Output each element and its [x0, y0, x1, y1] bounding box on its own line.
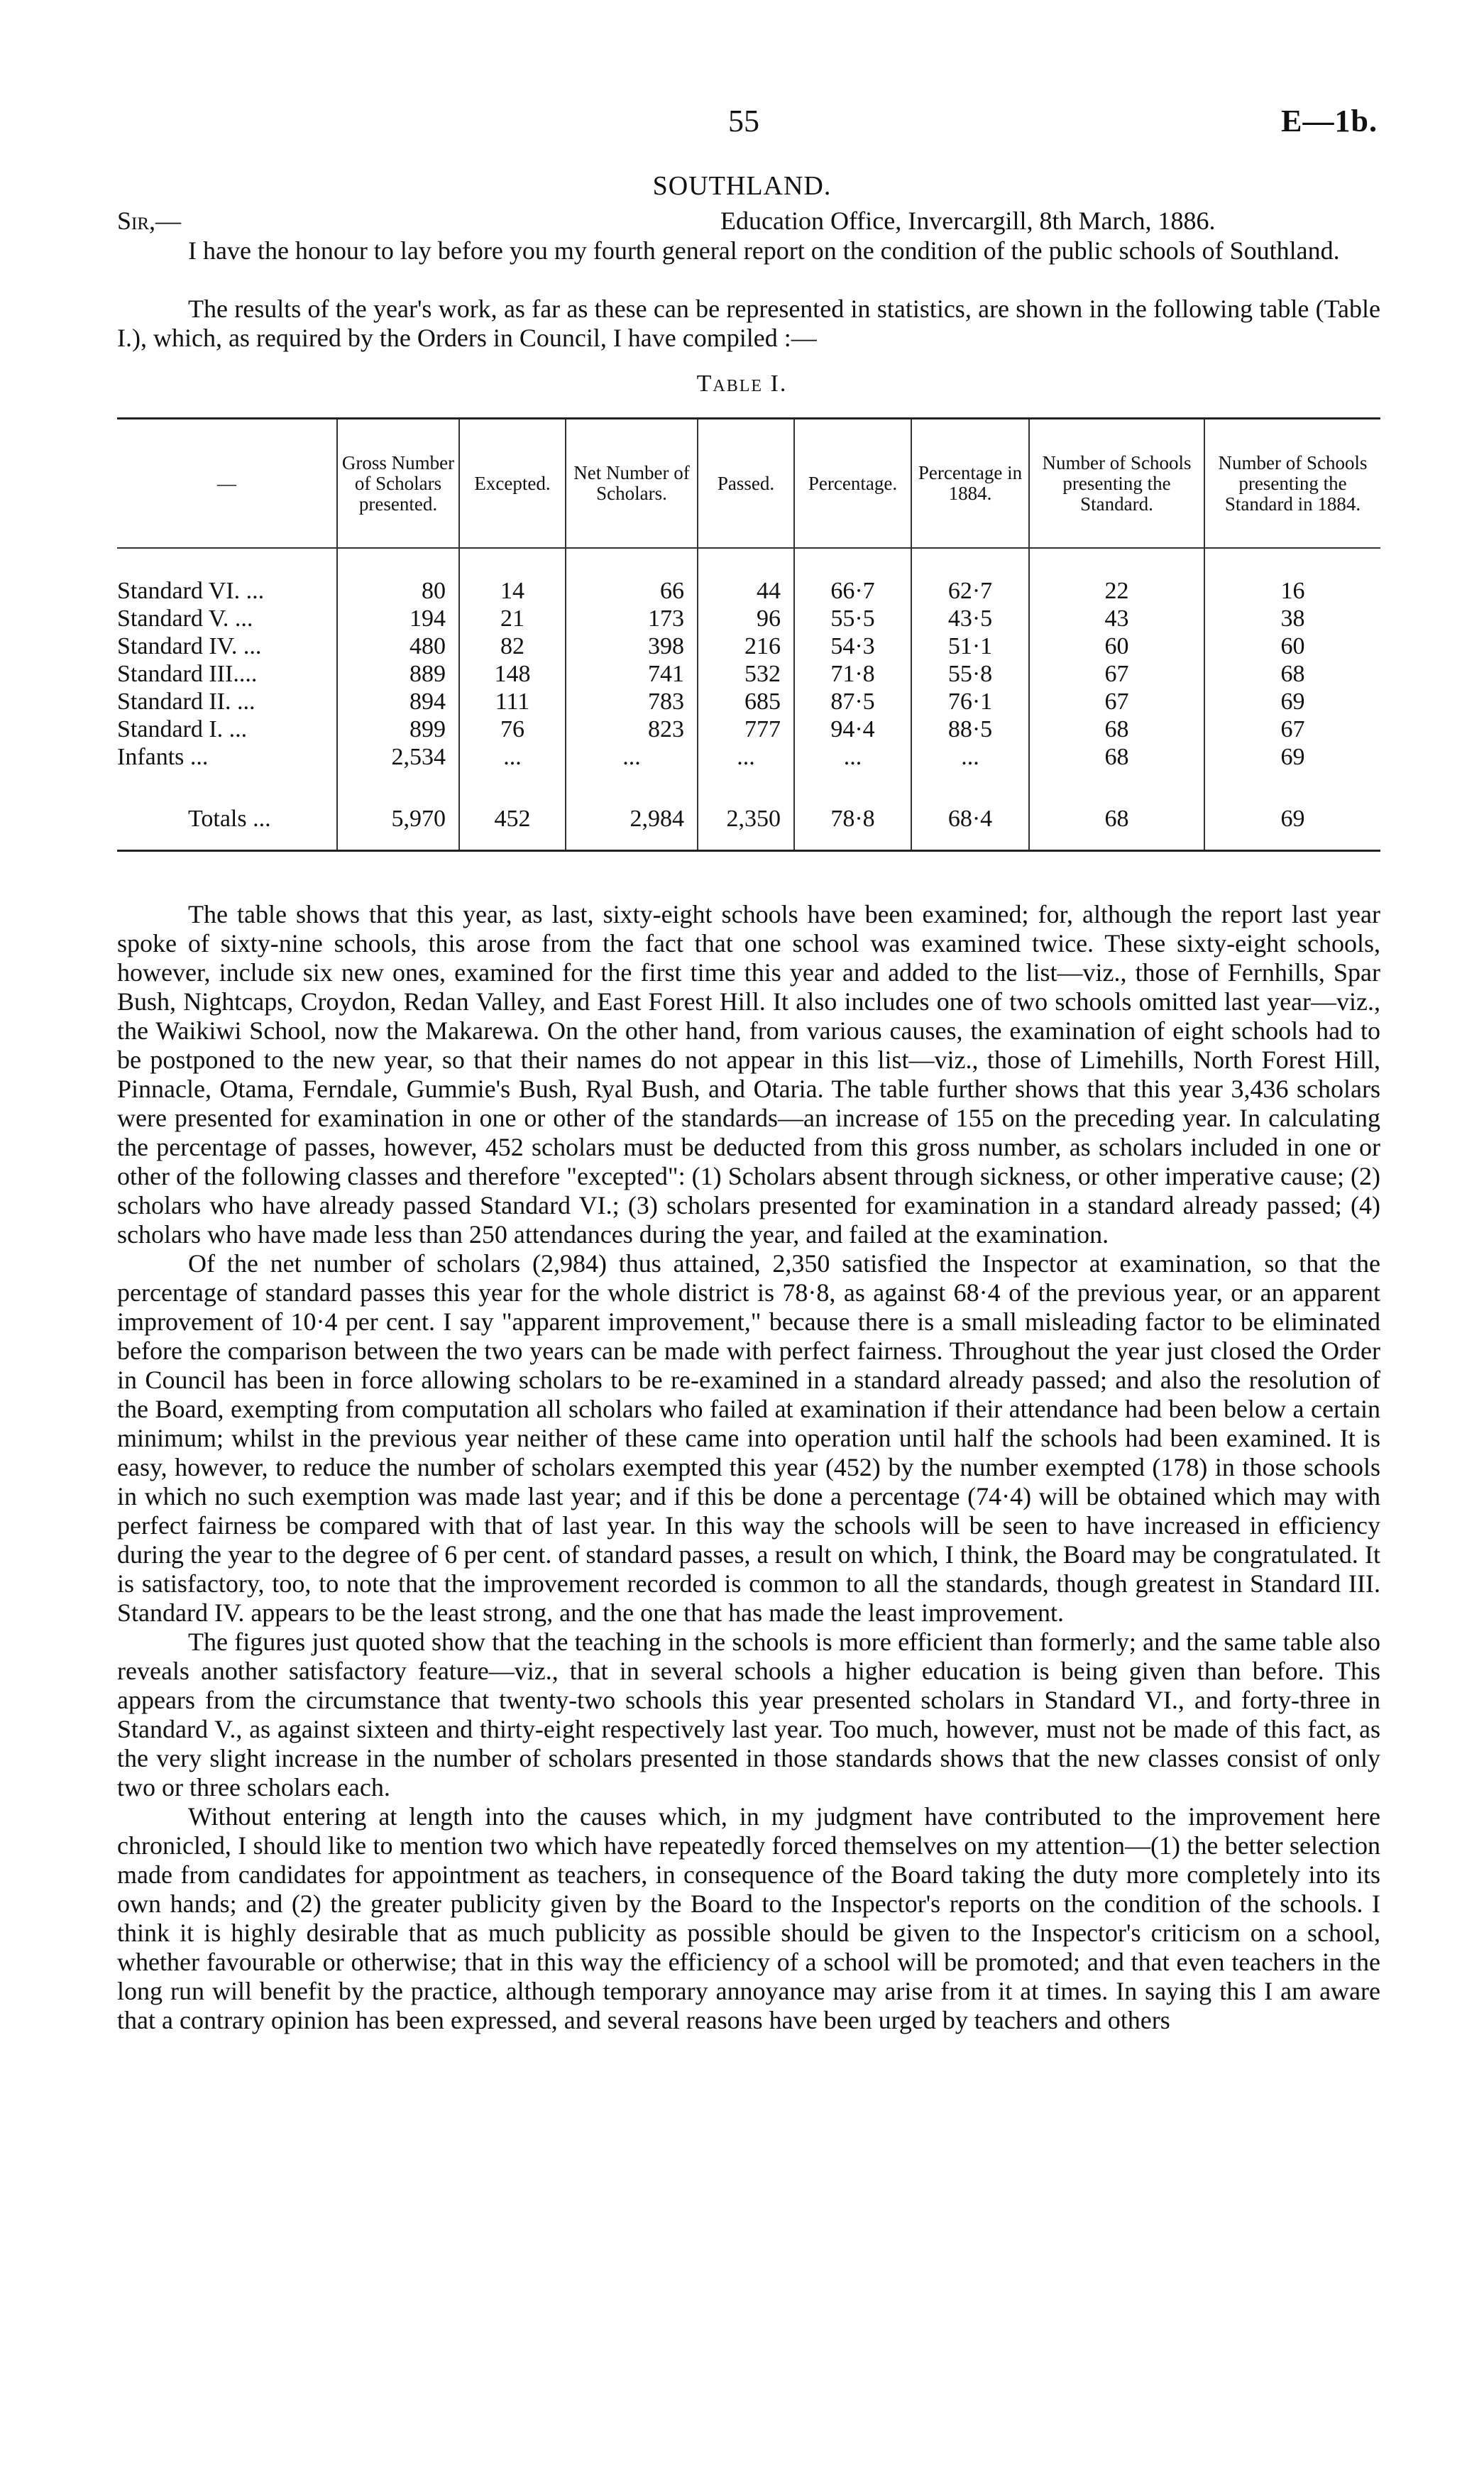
table-cell: 66 — [566, 548, 698, 605]
table-cell: 194 — [337, 605, 459, 632]
table-cell: 60 — [1204, 632, 1380, 660]
table-cell: ... — [698, 743, 794, 788]
table-row — [117, 660, 1380, 688]
table-row — [117, 548, 1380, 605]
table-cell: 80 — [337, 548, 459, 605]
table-cell: 2,534 — [337, 743, 459, 788]
table-cell: 76·1 — [911, 688, 1029, 715]
table-cell: 452 — [459, 788, 566, 851]
header-cell: Passed. — [698, 419, 794, 549]
table-cell: ... — [459, 743, 566, 788]
salutation: Sir,— — [117, 207, 182, 235]
table-cell: 22 — [1029, 548, 1204, 605]
table-cell: 67 — [1029, 660, 1204, 688]
report-body — [117, 900, 1380, 2035]
table-cell: 69 — [1204, 743, 1380, 788]
table-cell: 44 — [698, 548, 794, 605]
table-cell: 2,984 — [566, 788, 698, 851]
table-cell: 94·4 — [794, 715, 911, 743]
table-cell: ... — [794, 743, 911, 788]
row-label: Totals ... — [188, 806, 271, 832]
table-cell: ... — [911, 743, 1029, 788]
table-cell: 43 — [1029, 605, 1204, 632]
table-cell: 69 — [1204, 688, 1380, 715]
row-label: Standard II. ... — [117, 689, 255, 715]
report-title: SOUTHLAND. — [652, 171, 832, 201]
table-cell: 111 — [459, 688, 566, 715]
table-cell: 87·5 — [794, 688, 911, 715]
table-cell: 71·8 — [794, 660, 911, 688]
table-row — [117, 715, 1380, 743]
table-cell: 889 — [337, 660, 459, 688]
row-label: Standard III.... — [117, 661, 258, 687]
table-cell: 5,970 — [337, 788, 459, 851]
table-cell: 216 — [698, 632, 794, 660]
table-cell: 38 — [1204, 605, 1380, 632]
table-row — [117, 743, 1380, 788]
body-paragraph: The figures just quoted show that the teaching in the schools is more efficient than formerly; and the same table also reveals another satisfactory feature—viz., that in several schools a higher education is being given than before. This appears from the circumstance that twenty-two schools this year presented scholars in Standard VI., and forty-three in Standard V., as against sixteen and thirty-eight respectively last year. Too much, however, must not be made of this fact, as the very slight increase in the number of scholars presented in those standards shows that the new classes consist of only two or three scholars each. — [117, 1628, 1380, 1801]
table-cell: 68 — [1029, 788, 1204, 851]
row-label: Standard IV. ... — [117, 633, 262, 659]
document-reference: E—1b. — [1281, 104, 1378, 138]
table-row — [117, 605, 1380, 632]
table-row — [117, 632, 1380, 660]
table-cell: 68 — [1204, 660, 1380, 688]
table-cell: 51·1 — [911, 632, 1029, 660]
table-row — [117, 688, 1380, 715]
row-label: Standard I. ... — [117, 716, 248, 742]
page-number: 55 — [728, 104, 759, 138]
table-cell: 398 — [566, 632, 698, 660]
header-cell: Number of Schools presenting the Standard. — [1029, 419, 1204, 549]
table-cell: 60 — [1029, 632, 1204, 660]
table-cell: 54·3 — [794, 632, 911, 660]
table-cell: 68 — [1029, 743, 1204, 788]
table-cell: 96 — [698, 605, 794, 632]
table-cell: 173 — [566, 605, 698, 632]
table-cell: 66·7 — [794, 548, 911, 605]
table-cell: 82 — [459, 632, 566, 660]
intro-paragraph-2: The results of the year's work, as far as these can be represented in statistics, are shown in the following table (Table I.), which, as required by the Orders in Council, I have compiled :— — [117, 295, 1380, 352]
table-cell: 899 — [337, 715, 459, 743]
table-cell: 532 — [698, 660, 794, 688]
table-cell: 685 — [698, 688, 794, 715]
table-header-row — [117, 419, 1380, 549]
table-cell: 69 — [1204, 788, 1380, 851]
intro-paragraph-1: I have the honour to lay before you my fourth general report on the condition of the public schools of Southland. — [188, 236, 1340, 265]
table-cell: 78·8 — [794, 788, 911, 851]
table-cell: 16 — [1204, 548, 1380, 605]
table-cell: 62·7 — [911, 548, 1029, 605]
table-cell: 480 — [337, 632, 459, 660]
table-cell: 894 — [337, 688, 459, 715]
header-cell: Percentage in 1884. — [911, 419, 1029, 549]
table-cell: 783 — [566, 688, 698, 715]
sender-address: Education Office, Invercargill, 8th March, 1886. — [720, 207, 1216, 235]
table-cell: 21 — [459, 605, 566, 632]
body-paragraph: The table shows that this year, as last, sixty-eight schools have been examined; for, although the report last year spoke of sixty-nine schools, this arose from the fact that one school was examined twice. These sixty-eight schools, however, include six new ones, examined for the first time this year and added to the list—viz., those of Fernhills, Spar Bush, Nightcaps, Croydon, Redan Valley, and East Forest Hill. It also includes one of two schools omitted last year—viz., the Waikiwi School, now the Makarewa. On the other hand, from various causes, the examination of eight schools had to be postponed to the new year, so that their names do not appear in this list—viz., those of Limehills, North Forest Hill, Pinnacle, Otama, Ferndale, Gummie's Bush, Ryal Bush, and Otaria. The table further shows that this year 3,436 scholars were presented for examination in one or other of the standards—an increase of 155 on the preceding year. In calculating the percentage of passes, however, 452 scholars must be deducted from this gross number, as scholars included in one or other of the following classes and therefore "excepted": (1) Scholars absent through sickness, or other imperative cause; (2) scholars who have already passed Standard VI.; (3) scholars presented for examination in a standard already passed; (4) scholars who have made less than 250 attendances during the year, and failed at the examination. — [117, 900, 1380, 1249]
header-cell: Number of Schools presenting the Standard in 1884. — [1204, 419, 1380, 549]
row-label: Standard V. ... — [117, 605, 253, 632]
table-cell: 55·5 — [794, 605, 911, 632]
table-cell: 741 — [566, 660, 698, 688]
table-cell: 68·4 — [911, 788, 1029, 851]
table-cell: 68 — [1029, 715, 1204, 743]
header-cell: Gross Number of Scholars presented. — [337, 419, 459, 549]
table-cell: 43·5 — [911, 605, 1029, 632]
table-cell: 2,350 — [698, 788, 794, 851]
table-cell: 14 — [459, 548, 566, 605]
body-paragraph: Without entering at length into the causes which, in my judgment have contributed to the improvement here chronicled, I should like to mention two which have repeatedly forced themselves on my attention—(1) the better selection made from candidates for appointment as teachers, in consequence of the Board taking the duty more completely into its own hands; and (2) the greater publicity given by the Board to the Inspector's reports on the condition of the schools. I think it is highly desirable that as much publicity as possible should be given to the Inspector's criticism on a school, whether favourable or otherwise; that in this way the efficiency of a school will be promoted; and that even teachers in the long run will benefit by the practice, although temporary annoyance may arise from it at times. In saying this I am aware that a contrary opinion has been expressed, and several reasons have been urged by teachers and others — [117, 1802, 1380, 2034]
table-cell: 88·5 — [911, 715, 1029, 743]
table-cell: ... — [566, 743, 698, 788]
table-cell: 823 — [566, 715, 698, 743]
table-cell: 67 — [1204, 715, 1380, 743]
header-cell: Excepted. — [459, 419, 566, 549]
table-cell: 55·8 — [911, 660, 1029, 688]
body-paragraph: Of the net number of scholars (2,984) thus attained, 2,350 satisfied the Inspector at examination, so that the percentage of standard passes this year for the whole district is 78·8, as against 68·4 of the previous year, or an apparent improvement of 10·4 per cent. I say "apparent improvement," because there is a small misleading factor to be eliminated before the comparison between the two years can be made with perfect fairness. Throughout the year just closed the Order in Council has been in force allowing scholars to be re-examined in a standard already passed; and also the resolution of the Board, exempting from computation all scholars who failed at examination if their attendance had been below a certain minimum; whilst in the previous year neither of these came into operation until half the schools had been examined. It is easy, however, to reduce the number of scholars exempted this year (452) by the number exempted (178) in those schools in which no such exemption was made last year; and if this be done a percentage (74·4) will be obtained which may with perfect fairness be compared with that of last year. In this way the schools will be seen to have increased in efficiency during the year to the degree of 6 per cent. of standard passes, a result on which, I think, the Board may be congratulated. It is satisfactory, too, to note that the improvement recorded is common to all the standards, though greatest in Standard III. Standard IV. appears to be the least strong, and the one that has made the least improvement. — [117, 1249, 1380, 1627]
table-caption: Table I. — [696, 371, 788, 397]
header-cell: Percentage. — [794, 419, 911, 549]
header-cell: Net Number of Scholars. — [566, 419, 698, 549]
table-cell: 777 — [698, 715, 794, 743]
table-cell: 76 — [459, 715, 566, 743]
totals-row — [117, 788, 1380, 851]
row-label: Infants ... — [117, 744, 209, 770]
header-cell: — — [117, 419, 337, 549]
table-cell: 67 — [1029, 688, 1204, 715]
row-label: Standard VI. ... — [117, 578, 265, 604]
results-table — [117, 417, 1380, 852]
table-cell: 148 — [459, 660, 566, 688]
